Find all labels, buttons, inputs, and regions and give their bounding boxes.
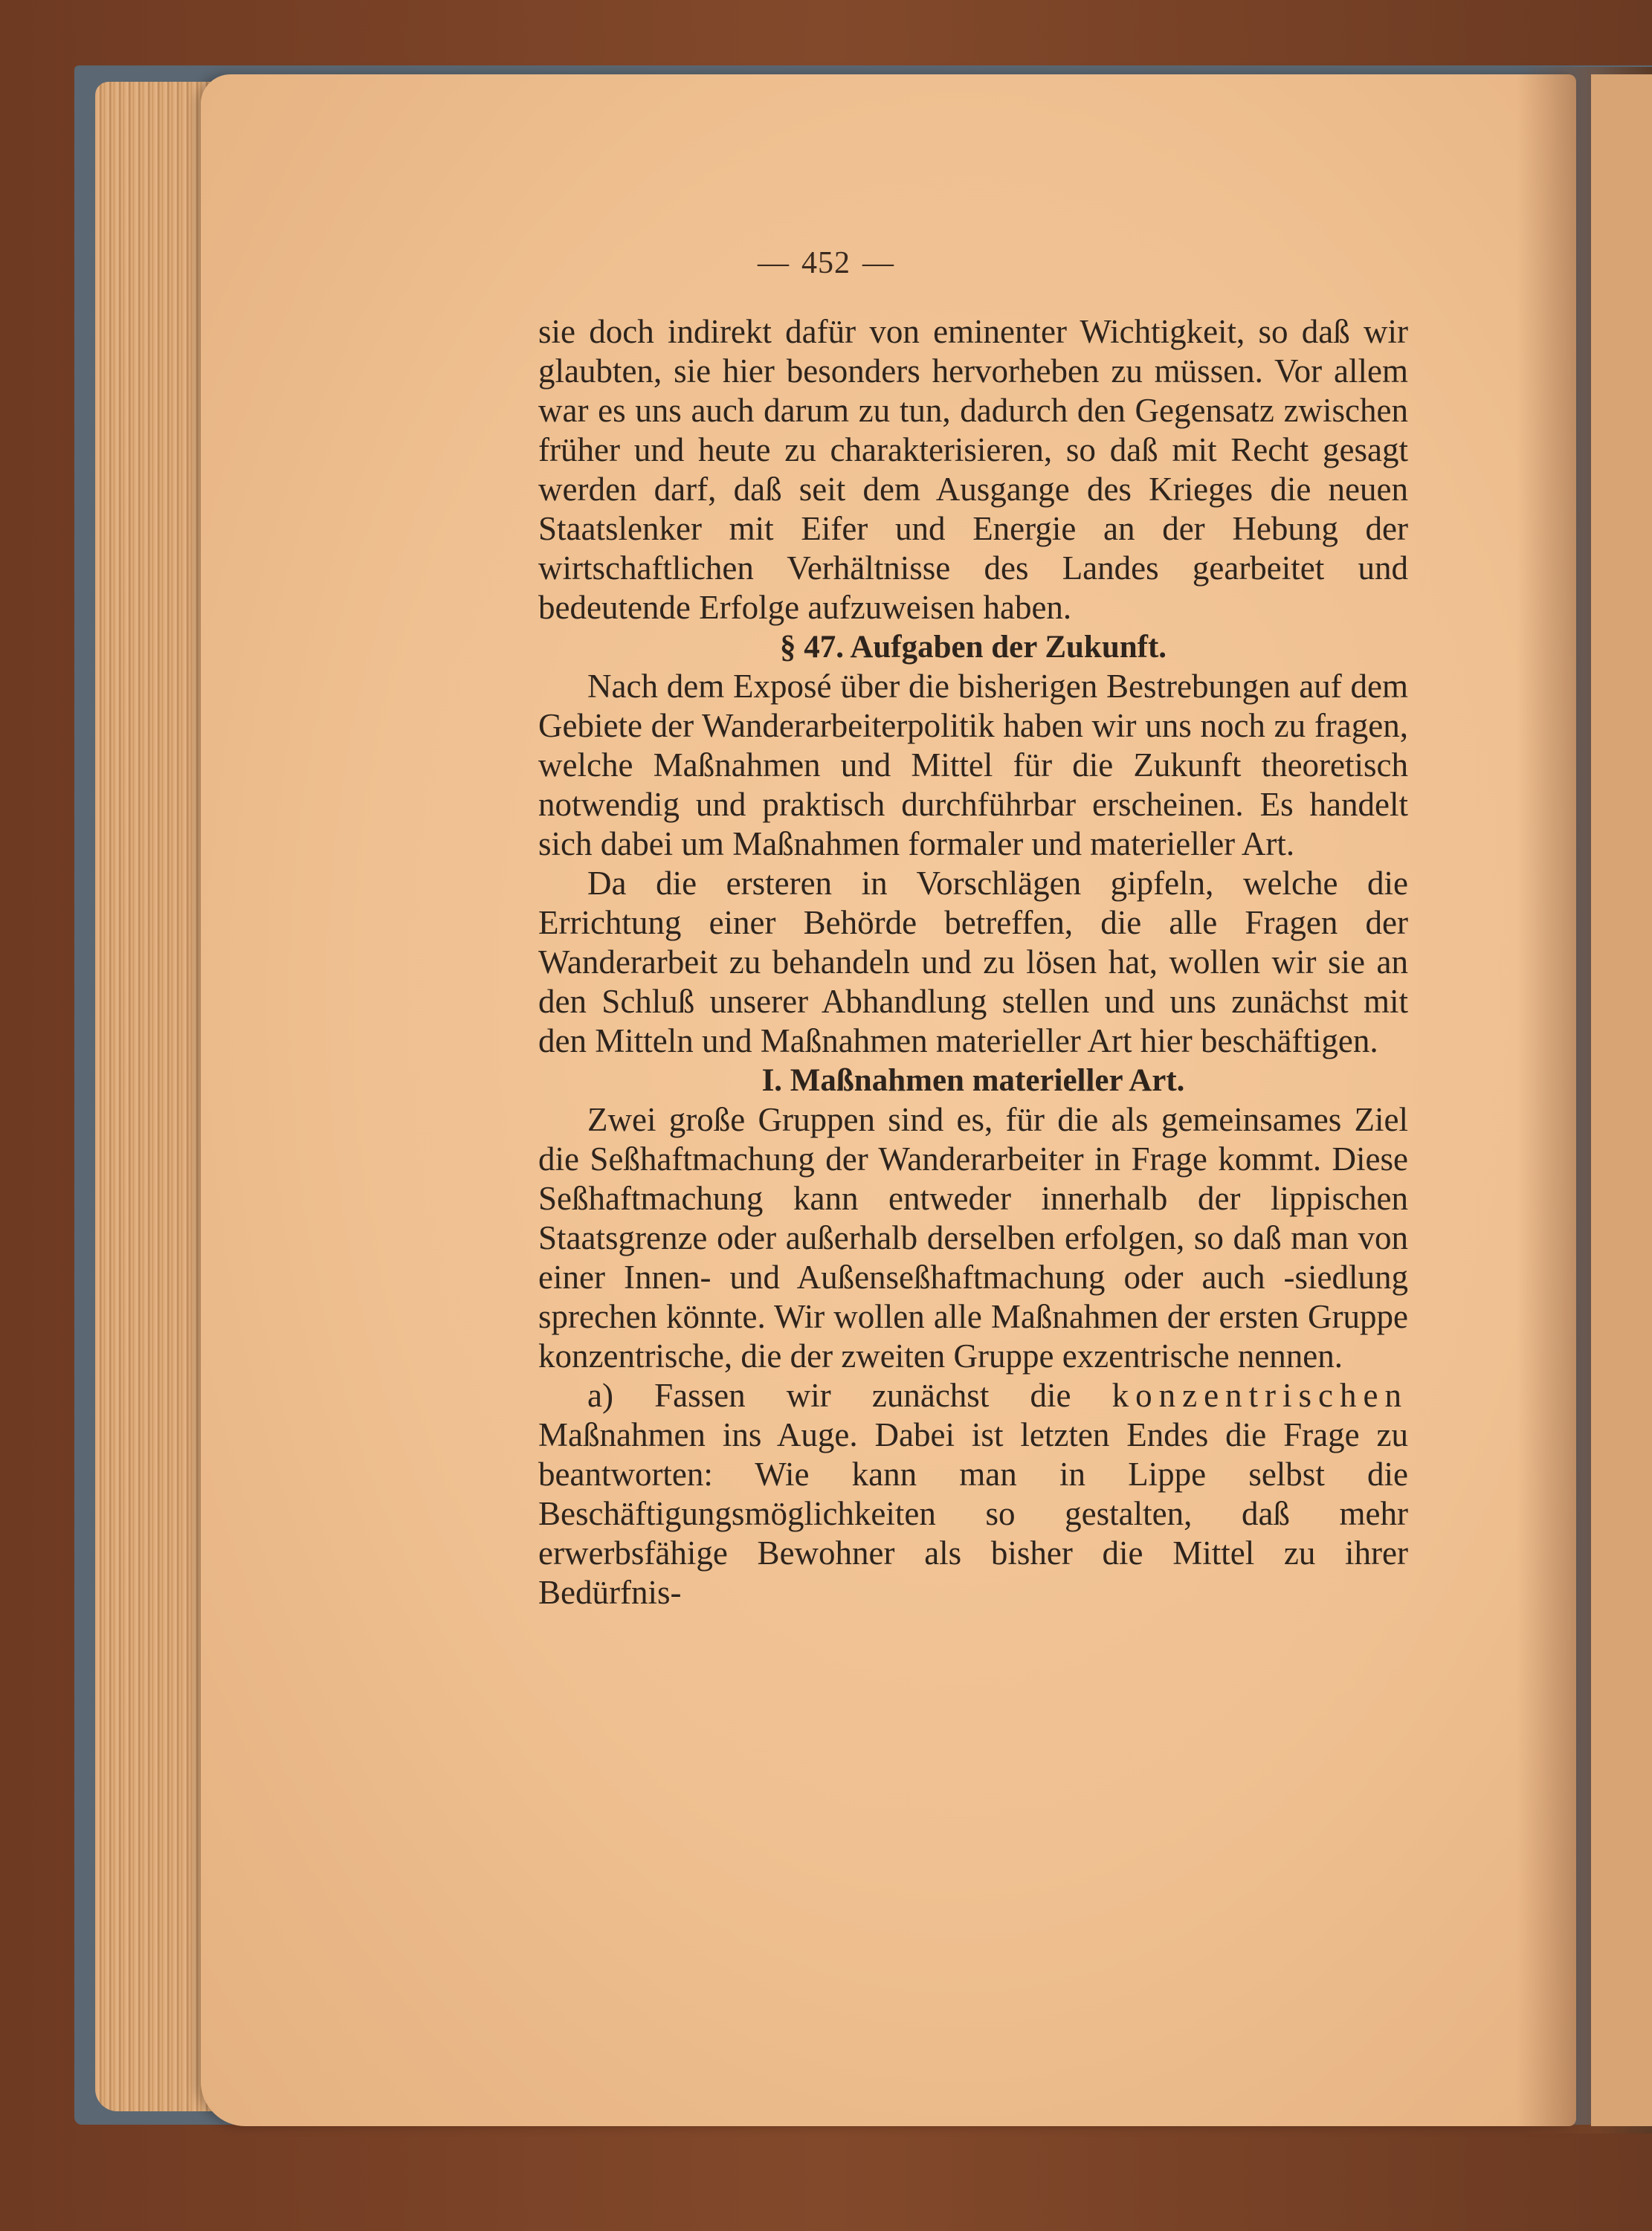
header-dash-left: — xyxy=(758,246,790,280)
subsection-heading-1: I. Maßnahmen materieller Art. xyxy=(761,1063,1185,1098)
paragraph-section-47-2: Da die ersteren in Vorschlägen gipfeln, welche die Errichtung einer Behörde betreffen, die alle Fragen der Wanderarbeit zu behandeln und zu lösen hat, wollen wir sie an den Schluß unserer Abhandlung stellen und uns zunächst mit den Mitteln und Maßnahmen materieller Art hier beschäftigen. xyxy=(538,865,1408,1059)
paragraph-part-1-2-start: a) Fassen wir zunächst die xyxy=(587,1377,1071,1414)
paragraph-part-1-2-end: Maßnahmen ins Auge. Dabei ist letzten Endes die Frage zu beantworten: Wie kann man in Lippe selbst die Beschäftigungsmöglichkeiten so gestalten, daß mehr erwerbsfähige Bewohner als bisher die Mittel zu ihrer Bedürfnis- xyxy=(538,1416,1408,1611)
page-number: 452 xyxy=(801,246,851,280)
paragraph-section-47-1: Nach dem Exposé über die bisherigen Bestrebungen auf dem Gebiete der Wanderarbeiterpolitik haben wir uns noch zu fragen, welche Maßnahmen und Mittel für die Zukunft theoretisch notwendig und praktisch durchführbar erscheinen. Es handelt sich dabei um Maßnahmen formaler und materieller Art. xyxy=(538,668,1408,862)
paragraph-intro: sie doch indirekt dafür von eminenter Wichtigkeit, so daß wir glaubten, sie hier besonders hervorheben zu müssen. Vor allem war es uns auch darum zu tun, dadurch den Gegensatz zwischen früher und heute zu charakterisieren, so daß mit Recht gesagt werden darf, daß seit dem Ausgange des Krieges die neuen Staatslenker mit Eifer und Energie an der Hebung der wirtschaftlichen Verhältnisse des Landes gearbeitet und bedeutende Erfolge aufzuweisen haben. xyxy=(538,313,1408,626)
header-dash-right: — xyxy=(862,246,894,280)
facing-page-edge xyxy=(1591,74,1652,2126)
paragraph-part-1-1: Zwei große Gruppen sind es, für die als gemeinsames Ziel die Seßhaftmachung der Wanderarbeiter in Frage kommt. Diese Seßhaftmachung kann entweder innerhalb der lippischen Staatsgrenze oder außerhalb derselben erfolgen, so daß man von einer Innen- und Außenseßhaftmachung oder auch -siedlung sprechen könnte. Wir wollen alle Maßnahmen der ersten Gruppe konzentrische, die der zweiten Gruppe exzentrische nennen. xyxy=(538,1101,1408,1375)
page-body xyxy=(538,312,1408,1612)
emphasized-word: konzentrischen xyxy=(1111,1377,1409,1414)
paragraph-part-1-2 xyxy=(538,1376,1408,1612)
page-header xyxy=(0,245,1652,281)
section-heading-47: § 47. Aufgaben der Zukunft. xyxy=(779,630,1167,665)
